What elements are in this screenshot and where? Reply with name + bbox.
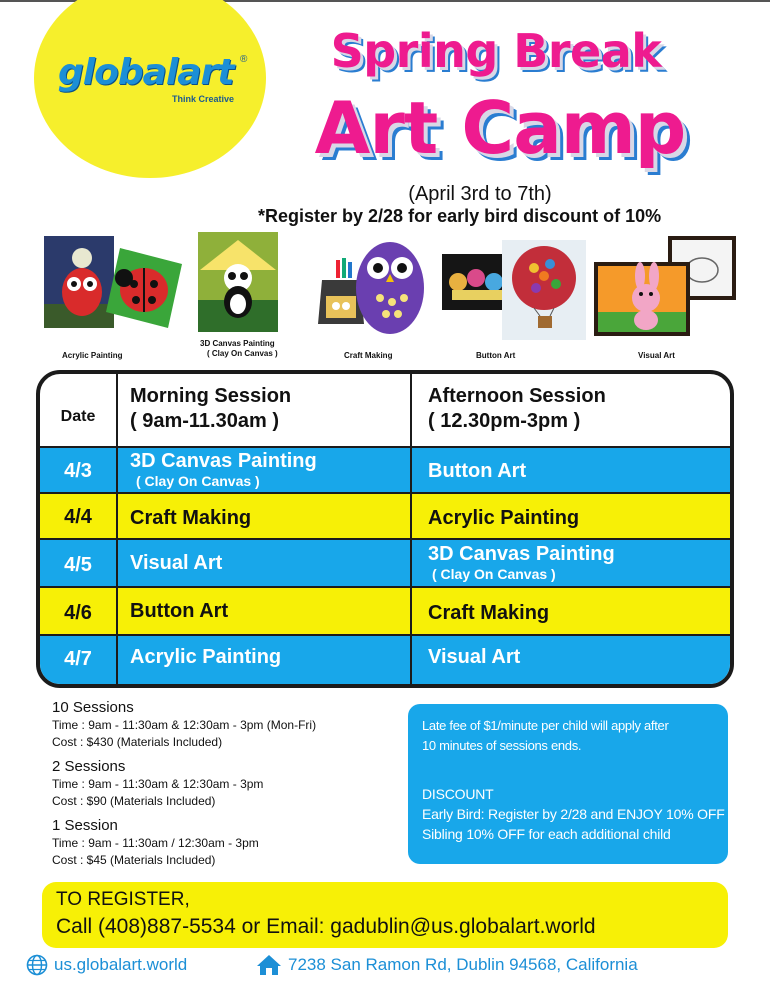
- row-date: 4/5: [64, 554, 92, 576]
- row-afternoon-session: Button Art: [428, 460, 527, 482]
- gallery-caption-acrylic: Acrylic Painting: [62, 351, 123, 360]
- late-fee-line-2: 10 minutes of sessions ends.: [422, 738, 582, 753]
- schedule-row: [40, 494, 730, 540]
- schedule-row: [40, 448, 730, 494]
- schedule-row: [40, 540, 730, 588]
- pricing-cost: Cost : $430 (Materials Included): [52, 735, 223, 749]
- register-box: [42, 882, 728, 948]
- gallery-caption-3d-line1: 3D Canvas Painting: [200, 339, 275, 348]
- headline-spring-break: Spring Break: [330, 24, 662, 78]
- pricing-cost: Cost : $90 (Materials Included): [52, 794, 216, 808]
- home-icon: [256, 954, 282, 976]
- gallery-caption-visual: Visual Art: [638, 351, 675, 360]
- row-morning-session: Visual Art: [130, 552, 223, 574]
- discount-early-bird: Early Bird: Register by 2/28 and ENJOY 10% OFF: [422, 806, 725, 822]
- row-morning-session: Craft Making: [130, 507, 252, 529]
- pricing-time: Time : 9am - 11:30am & 12:30am - 3pm (Mon-Fri): [52, 718, 317, 732]
- schedule-row: [40, 588, 730, 636]
- pricing-title: 2 Sessions: [52, 758, 126, 775]
- pricing-section: [52, 698, 412, 869]
- header-date-label: Date: [60, 408, 96, 425]
- row-morning-session: Acrylic Painting: [130, 646, 282, 668]
- pricing-cost: Cost : $45 (Materials Included): [52, 853, 216, 867]
- pricing-time: Time : 9am - 11:30am / 12:30am - 3pm: [52, 836, 259, 850]
- register-contact[interactable]: Call (408)887-5534 or Email: gadublin@us.globalart.world: [56, 915, 596, 938]
- register-title: TO REGISTER,: [56, 889, 190, 910]
- header-morning-time: ( 9am-11.30am ): [130, 410, 279, 432]
- craft-making-image: [308, 236, 426, 338]
- header-morning-cell: [118, 374, 412, 446]
- row-date: 4/3: [64, 460, 92, 482]
- row-afternoon-session: Acrylic Painting: [428, 507, 580, 529]
- header-date-cell: [40, 374, 118, 446]
- header-afternoon-cell: [412, 374, 730, 446]
- row-morning-session: Button Art: [130, 600, 229, 622]
- camp-dates: (April 3rd to 7th): [408, 183, 552, 205]
- registered-mark: ®: [240, 54, 248, 65]
- footer-website-link[interactable]: us.globalart.world: [54, 955, 188, 974]
- row-date: 4/7: [64, 648, 92, 670]
- row-morning-sub: ( Clay On Canvas ): [136, 473, 260, 489]
- row-afternoon-session: Craft Making: [428, 602, 550, 624]
- pricing-title: 1 Session: [52, 817, 118, 834]
- gallery-caption-3d-line2: ( Clay On Canvas ): [207, 349, 278, 358]
- logo-text: globalart: [58, 52, 234, 93]
- discount-sibling: Sibling 10% OFF for each additional child: [422, 826, 671, 842]
- visual-art-image: [594, 232, 740, 340]
- schedule-header-row: [40, 374, 730, 448]
- logo-tagline: Think Creative: [172, 94, 235, 104]
- 3d-canvas-painting-image: [196, 230, 280, 334]
- footer-address: 7238 San Ramon Rd, Dublin 94568, California: [288, 955, 638, 974]
- art-gallery: [40, 228, 740, 368]
- headline-art-camp: Art Camp: [314, 86, 686, 170]
- gallery-caption-button: Button Art: [476, 351, 516, 360]
- pricing-title: 10 Sessions: [52, 699, 134, 716]
- schedule-row: [40, 636, 730, 684]
- button-art-image: [438, 238, 588, 342]
- gallery-caption-craft: Craft Making: [344, 351, 393, 360]
- pricing-time: Time : 9am - 11:30am & 12:30am - 3pm: [52, 777, 264, 791]
- header-afternoon-title: Afternoon Session: [428, 385, 606, 407]
- row-afternoon-sub: ( Clay On Canvas ): [432, 566, 556, 582]
- row-afternoon-session: Visual Art: [428, 646, 521, 668]
- discount-title: DISCOUNT: [422, 786, 494, 802]
- acrylic-painting-image: [42, 234, 184, 330]
- row-date: 4/6: [64, 602, 92, 624]
- late-fee-line-1: Late fee of $1/minute per child will apply after: [422, 718, 669, 733]
- header-afternoon-time: ( 12.30pm-3pm ): [428, 410, 581, 432]
- globe-icon: [26, 954, 48, 976]
- row-afternoon-session: 3D Canvas Painting: [428, 543, 615, 565]
- row-date: 4/4: [64, 506, 92, 528]
- header-morning-title: Morning Session: [130, 385, 292, 407]
- schedule-table: [36, 370, 734, 688]
- early-bird-note: *Register by 2/28 for early bird discount of 10%: [258, 206, 662, 226]
- notice-box: [408, 704, 728, 864]
- row-morning-session: 3D Canvas Painting: [130, 450, 317, 472]
